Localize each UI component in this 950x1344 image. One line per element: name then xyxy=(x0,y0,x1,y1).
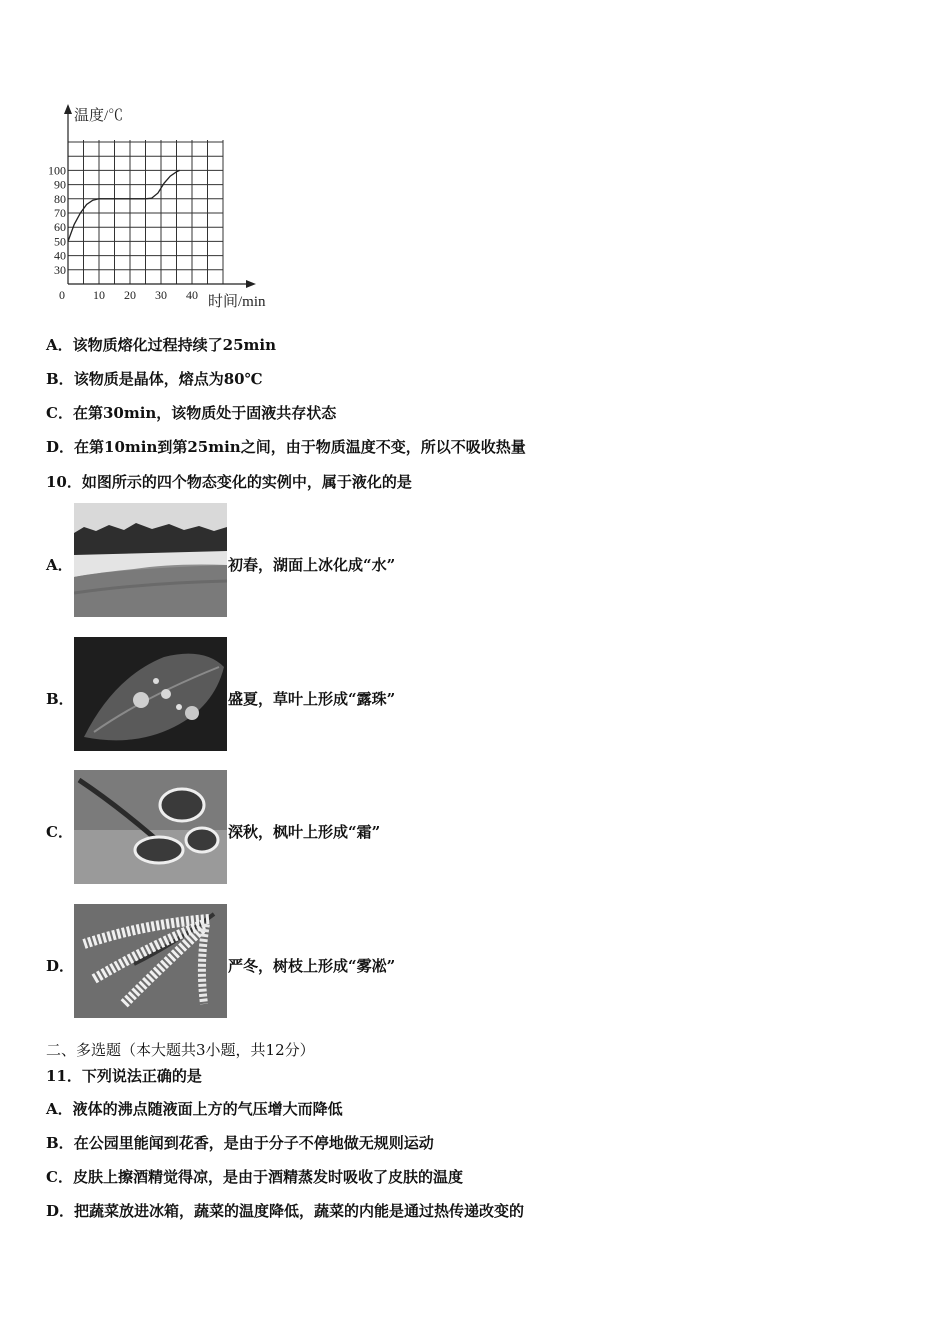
option-letter: D． xyxy=(46,1202,75,1220)
x-axis-arrow xyxy=(246,280,256,288)
option-letter: B． xyxy=(46,1134,74,1152)
lake-photo xyxy=(74,503,227,617)
x-tick-label: 10 xyxy=(93,288,105,302)
y-tick-label: 40 xyxy=(54,248,66,263)
temperature-curve xyxy=(68,170,180,241)
q10-option-b-letter: B． xyxy=(46,690,74,708)
y-tick-label: 60 xyxy=(54,220,66,235)
chart-grid xyxy=(68,140,223,284)
option-text: 液体的沸点随液面上方的气压增大而降低 xyxy=(72,1100,343,1118)
option-text: 该物质是晶体，熔点为80℃ xyxy=(73,370,263,388)
option-text: 在公园里能闻到花香，是由于分子不停地做无规则运动 xyxy=(73,1134,434,1152)
q10-stem: 10．如图所示的四个物态变化的实例中，属于液化的是 xyxy=(46,473,412,491)
q11-option-c xyxy=(46,1167,463,1187)
option-letter: C． xyxy=(46,404,73,422)
q9-option-b xyxy=(46,369,263,389)
q10-option-a-letter: A． xyxy=(46,556,73,574)
temperature-time-chart xyxy=(40,98,290,313)
x-tick-label: 40 xyxy=(186,288,198,302)
y-axis-label: 温度/℃ xyxy=(74,108,124,124)
x-axis-label: 时间/min xyxy=(208,294,266,310)
y-tick-label: 90 xyxy=(54,177,66,192)
y-tick-label: 70 xyxy=(54,206,66,220)
y-tick-label: 50 xyxy=(54,234,66,249)
x-tick-label: 0 xyxy=(59,288,65,302)
q10-option-b-caption: 盛夏，草叶上形成“露珠” xyxy=(228,690,396,708)
option-text: 把蔬菜放进冰箱，蔬菜的温度降低，蔬菜的内能是通过热传递改变的 xyxy=(74,1202,525,1220)
q10-option-a-caption: 初春，湖面上冰化成“水” xyxy=(228,556,396,574)
option-text: 在第30min，该物质处于固液共存状态 xyxy=(72,404,337,422)
option-letter: A． xyxy=(46,1100,73,1118)
x-tick-label: 30 xyxy=(155,288,167,302)
y-tick-label: 100 xyxy=(48,163,66,178)
option-letter: C． xyxy=(46,1168,73,1186)
y-axis-arrow xyxy=(64,104,72,114)
q9-option-d xyxy=(46,437,526,457)
option-text: 该物质熔化过程持续了25min xyxy=(72,336,276,354)
rime-branch-photo xyxy=(74,904,227,1018)
frost-leaf-photo xyxy=(74,770,227,884)
y-tick-label: 80 xyxy=(54,191,66,206)
q11-option-b xyxy=(46,1133,434,1153)
option-letter: D． xyxy=(46,438,75,456)
option-text: 皮肤上擦酒精觉得凉，是由于酒精蒸发时吸收了皮肤的温度 xyxy=(72,1168,463,1186)
q11-option-a xyxy=(46,1099,343,1119)
q10-option-d-letter: D． xyxy=(46,957,75,975)
q11-stem: 11．下列说法正确的是 xyxy=(46,1067,202,1085)
option-text: 在第10min到第25min之间，由于物质温度不变，所以不吸收热量 xyxy=(74,438,526,456)
q9-option-c xyxy=(46,403,336,423)
q9-option-a xyxy=(46,335,276,355)
dew-leaf-photo xyxy=(74,637,227,751)
q10-option-c-caption: 深秋，枫叶上形成“霜” xyxy=(228,823,381,841)
x-tick-label: 20 xyxy=(124,288,136,302)
chart-axes xyxy=(64,104,256,288)
y-tick-label: 30 xyxy=(54,262,66,277)
q10-option-d-caption: 严冬，树枝上形成“雾凇” xyxy=(228,957,396,975)
q10-option-c-letter: C． xyxy=(46,823,73,841)
option-letter: A． xyxy=(46,336,73,354)
option-letter: B． xyxy=(46,370,74,388)
section-heading: 二、多选题（本大题共3小题，共12分） xyxy=(46,1041,315,1059)
q11-option-d xyxy=(46,1201,524,1221)
